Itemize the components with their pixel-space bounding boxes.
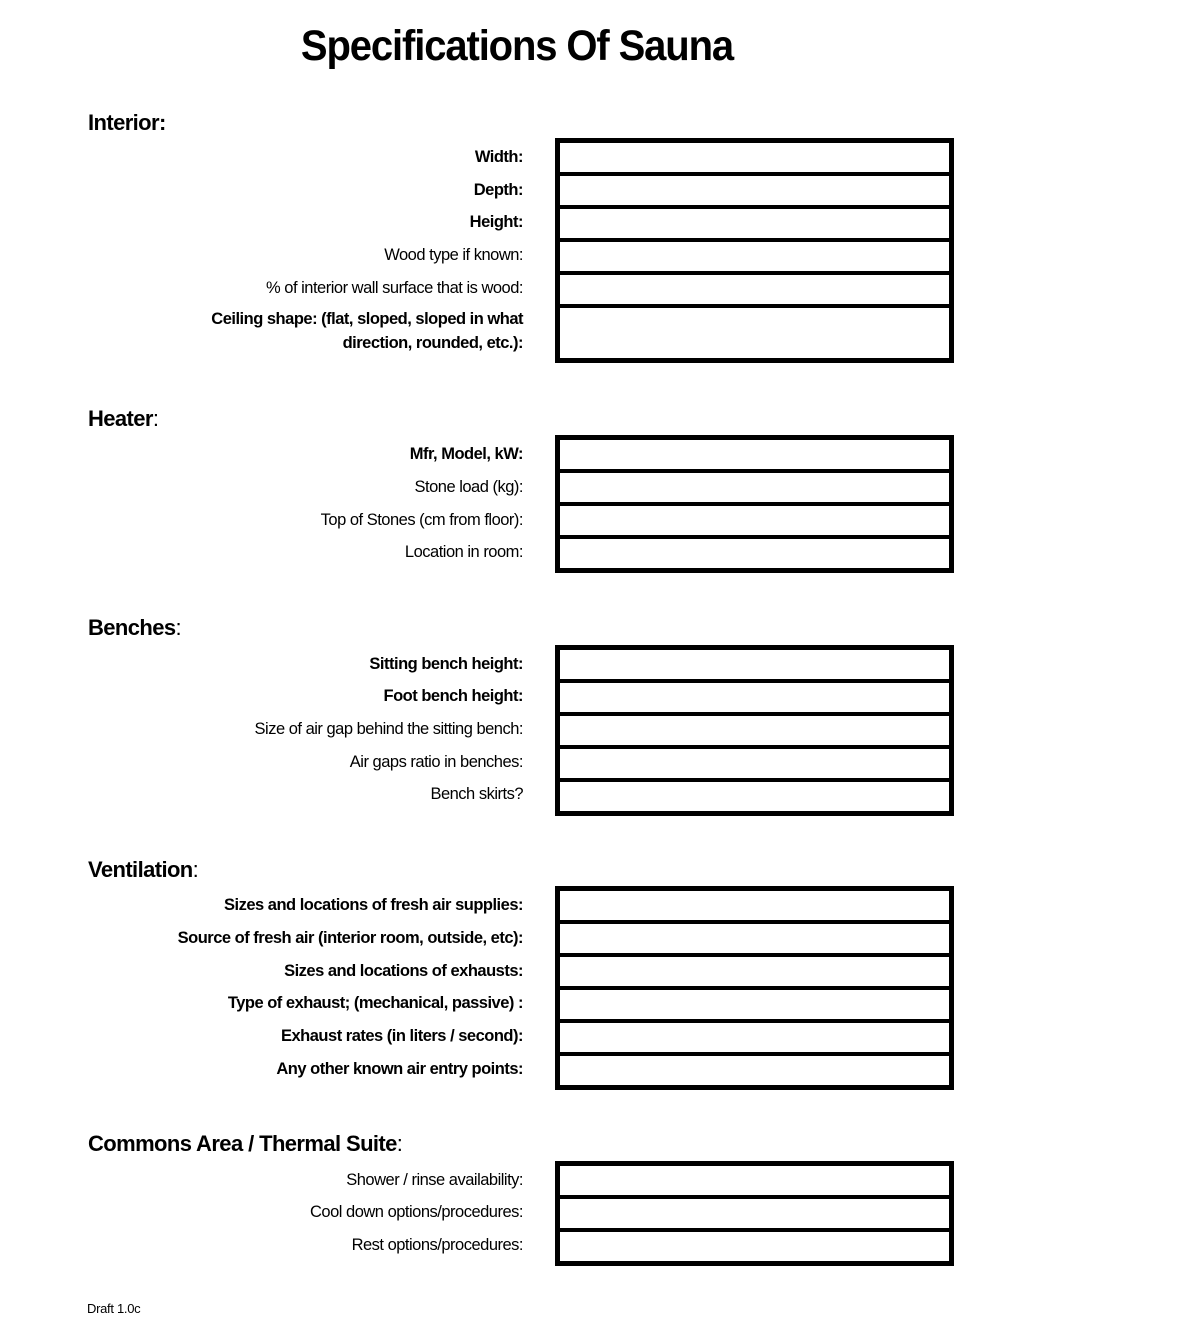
benches-form-box xyxy=(555,645,954,816)
sitting-bench-height-input[interactable] xyxy=(560,650,949,679)
height-input[interactable] xyxy=(560,209,949,238)
section-heading-text: Commons Area / Thermal Suite xyxy=(88,1131,397,1156)
section-heading-commons xyxy=(88,1131,402,1157)
bench-skirts-input[interactable] xyxy=(560,782,949,811)
wood-percent-input[interactable] xyxy=(560,275,949,304)
heater-form-box xyxy=(555,435,954,573)
label-exhaust-type: Type of exhaust; (mechanical, passive) : xyxy=(227,994,523,1012)
width-input[interactable] xyxy=(560,143,949,172)
section-heading-ventilation xyxy=(88,857,198,883)
ceiling-shape-input[interactable] xyxy=(560,308,949,358)
label-location-in-room: Location in room: xyxy=(404,543,523,561)
label-width: Width: xyxy=(474,148,523,166)
label-fresh-air-supplies: Sizes and locations of fresh air supplies: xyxy=(224,896,523,914)
air-gap-size-input[interactable] xyxy=(560,716,949,745)
depth-input[interactable] xyxy=(560,176,949,205)
label-height: Height: xyxy=(469,213,523,231)
rest-options-input[interactable] xyxy=(560,1232,949,1261)
heading-colon: : xyxy=(192,857,199,882)
label-other-air-entry: Any other known air entry points: xyxy=(276,1060,523,1078)
exhaust-type-input[interactable] xyxy=(560,990,949,1019)
label-sitting-bench-height: Sitting bench height: xyxy=(369,655,523,673)
label-foot-bench-height: Foot bench height: xyxy=(383,687,523,705)
label-air-gap-size: Size of air gap behind the sitting bench: xyxy=(254,720,523,738)
label-depth: Depth: xyxy=(473,181,523,199)
label-mfr-model-kw: Mfr, Model, kW: xyxy=(409,445,523,463)
section-heading-interior xyxy=(88,110,166,136)
section-heading-text: Heater xyxy=(88,406,153,431)
wood-type-input[interactable] xyxy=(560,242,949,271)
heading-colon: : xyxy=(175,615,182,640)
section-heading-text: Ventilation xyxy=(88,857,193,882)
fresh-air-source-input[interactable] xyxy=(560,924,949,953)
label-exhaust-locations: Sizes and locations of exhausts: xyxy=(284,962,523,980)
interior-form-box xyxy=(555,138,954,363)
label-top-of-stones: Top of Stones (cm from floor): xyxy=(320,511,523,529)
label-wood-type: Wood type if known: xyxy=(384,246,523,264)
page-title: Specifications Of Sauna xyxy=(300,22,734,70)
section-heading-heater xyxy=(88,406,158,432)
label-shower-availability: Shower / rinse availability: xyxy=(346,1171,523,1189)
heading-colon: : xyxy=(396,1131,403,1156)
label-bench-skirts: Bench skirts? xyxy=(430,785,523,803)
label-wood-percent: % of interior wall surface that is wood: xyxy=(266,279,523,297)
heading-colon: : xyxy=(159,110,166,135)
location-in-room-input[interactable] xyxy=(560,539,949,568)
label-ceiling-shape: Ceiling shape: (flat, sloped, sloped in what direction, rounded, etc.): xyxy=(211,310,523,352)
foot-bench-height-input[interactable] xyxy=(560,683,949,712)
label-cool-down: Cool down options/procedures: xyxy=(310,1203,523,1221)
label-stone-load: Stone load (kg): xyxy=(414,478,523,496)
ventilation-form-box xyxy=(555,886,954,1090)
exhaust-rates-input[interactable] xyxy=(560,1023,949,1052)
label-air-gaps-ratio: Air gaps ratio in benches: xyxy=(349,753,523,771)
label-exhaust-rates: Exhaust rates (in liters / second): xyxy=(281,1027,523,1045)
other-air-entry-input[interactable] xyxy=(560,1056,949,1085)
stone-load-input[interactable] xyxy=(560,473,949,502)
section-heading-benches xyxy=(88,615,181,641)
top-of-stones-input[interactable] xyxy=(560,506,949,535)
air-gaps-ratio-input[interactable] xyxy=(560,749,949,778)
version-footer: Draft 1.0c xyxy=(87,1301,141,1316)
commons-form-box xyxy=(555,1161,954,1266)
cool-down-input[interactable] xyxy=(560,1199,949,1228)
mfr-model-kw-input[interactable] xyxy=(560,440,949,469)
label-fresh-air-source: Source of fresh air (interior room, outside, etc): xyxy=(177,929,523,947)
section-heading-text: Interior xyxy=(88,110,159,135)
section-heading-text: Benches xyxy=(88,615,176,640)
exhaust-locations-input[interactable] xyxy=(560,957,949,986)
fresh-air-supplies-input[interactable] xyxy=(560,891,949,920)
label-rest-options: Rest options/procedures: xyxy=(351,1236,523,1254)
heading-colon: : xyxy=(152,406,159,431)
shower-availability-input[interactable] xyxy=(560,1166,949,1195)
